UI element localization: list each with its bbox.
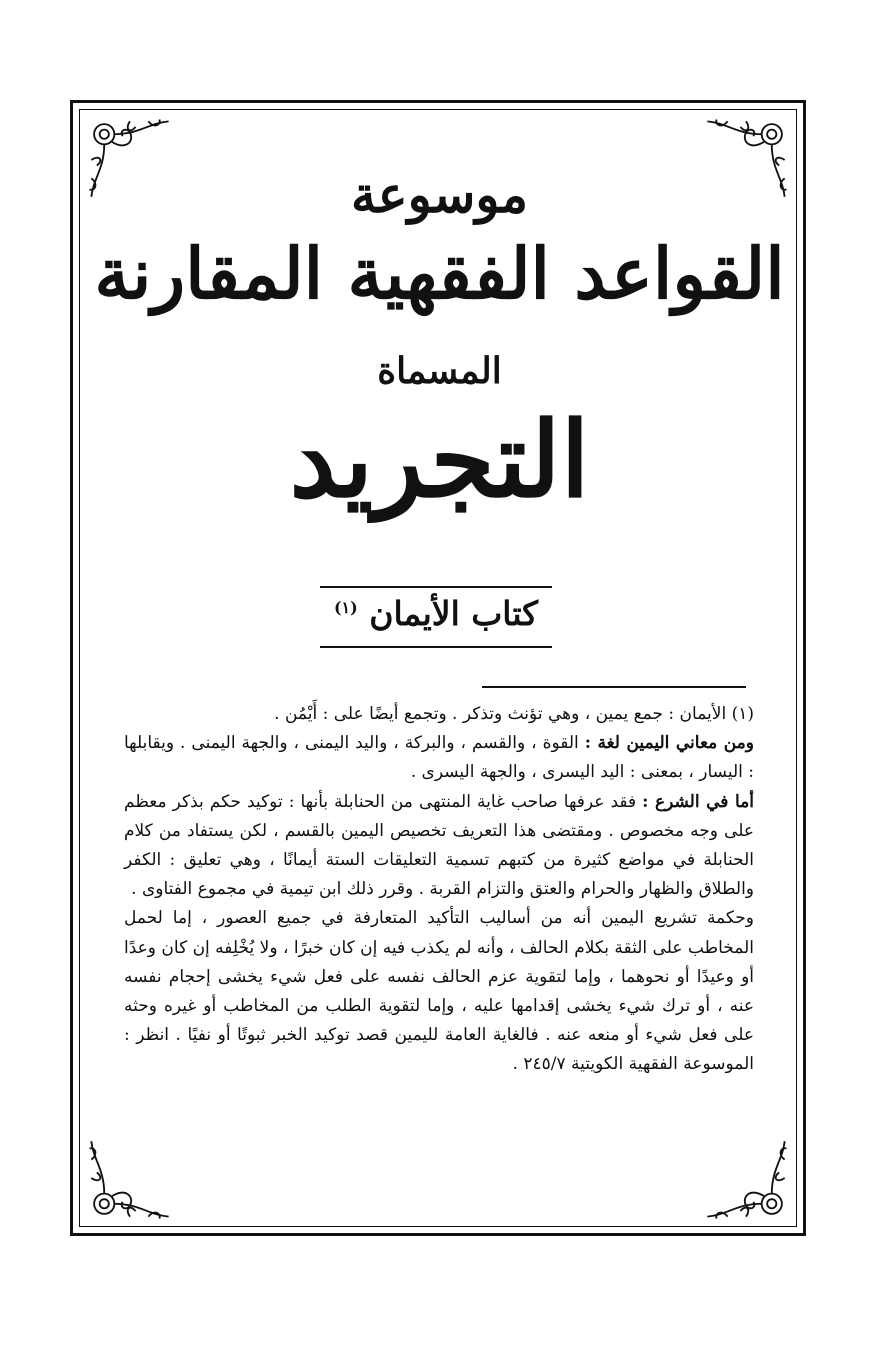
footnote-block bbox=[124, 700, 754, 1080]
footnote-line: (١) الأيمان : جمع يمين ، وهي تؤنث وتذكر . وتجمع أيضًا على : أَيْمُن . bbox=[274, 704, 754, 724]
named-subheading: المسماة bbox=[377, 350, 502, 392]
footnote-text: فقد عرفها صاحب غاية المنتهى من الحنابلة بأنها : توكيد حكم بذكر معظم على وجه مخصوص . ومقتضى هذا التعريف تخصيص اليمين بالقسم ، لكن يستفاد من كلام الحنابلة في مواضع كثيرة من كتبهم تسمية التعليقات الستة أيمانًا ، وهي تعليق : الكفر والطلاق والظهار والحرام والعتق والتزام القربة . وقرر ذلك ابن تيمية في مجموع الفتاوى . bbox=[124, 791, 754, 900]
footnote-marker: (١) bbox=[333, 598, 358, 617]
footnote-paragraph-wisdom: وحكمة تشريع اليمين أنه من أساليب التأكيد المتعارفة في جميع العصور ، إما لحمل المخاطب على الثقة بكلام الحالف ، وأنه لم يكذب فيه إن كان خبرًا ، ولا يُخْلِفه إن كان وعدًا أو وعيدًا أو نحوهما ، وإما لتقوية عزم الحالف نفسه على فعل شيء يخشى إحجام نفسه عنه ، أو ترك شيء يخشى إقدامها عليه ، وإما لتقوية الطلب من المخاطب أو غيره وحثه على فعل شيء أو منعه عنه . فالغاية العامة لليمين قصد توكيد الخبر ثبوتًا أو نفيًا . انظر : الموسوعة الفقهية الكويتية ٢٤٥/٧ . bbox=[124, 908, 754, 1075]
chapter-title bbox=[320, 594, 552, 633]
footnote-separator bbox=[482, 686, 746, 688]
chapter-title-text: كتاب الأيمان bbox=[369, 594, 539, 633]
footnote-paragraph-language bbox=[124, 729, 754, 787]
encyclopedia-heading: موسوعة bbox=[351, 165, 528, 224]
chapter-rule-bottom bbox=[320, 646, 552, 648]
main-title: القواعد الفقهية المقارنة bbox=[94, 232, 785, 315]
book-name-title: التجريد bbox=[289, 398, 590, 521]
chapter-rule-top bbox=[320, 586, 552, 588]
floral-corner-icon bbox=[700, 1132, 792, 1224]
footnote-paragraph-sharia bbox=[124, 788, 754, 905]
footnote-label: أما في الشرع : bbox=[642, 791, 754, 812]
floral-corner-icon bbox=[84, 1132, 176, 1224]
footnote-label: ومن معاني اليمين لغة : bbox=[584, 733, 754, 754]
footnote-text: القوة ، والقسم ، والبركة ، واليد اليمنى ، والجهة اليمنى . ويقابلها : اليسار ، بمعنى : اليد اليسرى ، والجهة اليسرى . bbox=[124, 733, 754, 783]
